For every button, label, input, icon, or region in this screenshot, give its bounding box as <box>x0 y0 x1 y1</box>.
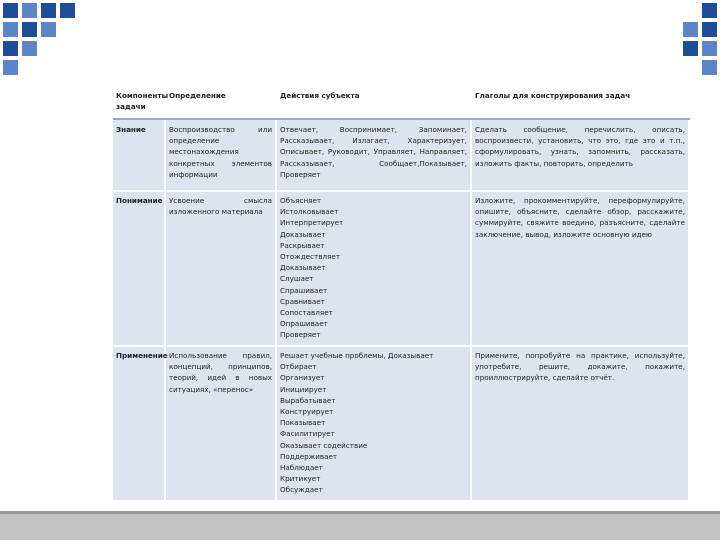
action-item: Доказывает <box>280 263 326 273</box>
table-header-row <box>113 84 689 119</box>
grid-square <box>3 60 18 75</box>
grid-square <box>60 3 75 18</box>
grid-square <box>683 22 698 37</box>
header-definition: Определение <box>165 84 276 119</box>
action-item: Критикует <box>280 474 321 484</box>
action-item: Наблюдает <box>280 463 323 473</box>
action-item: Сопоставляет <box>280 308 333 318</box>
grid-square <box>22 41 37 56</box>
header-verbs: Глаголы для конструирования задач <box>471 84 689 119</box>
verbs-cell: Сделать сообщение, перечислить, описать, воспроизвести, установить, что это, где это и т.п., сформулировать, узнать, запомнить, рассказать, изложить факты, повторить, определить <box>471 119 689 191</box>
corner-grid-left <box>0 0 80 80</box>
table-row <box>113 119 689 191</box>
grid-square <box>22 22 37 37</box>
tasks-table <box>113 84 690 502</box>
actions-cell: Отвечает, Воспринимает, Запоминает, Рассказывает, Излагает, Характеризует, Описывает, Руководит, Управляет, Направляет, Рассказывает, Сообщает,Показывает, Проверяет <box>276 119 471 191</box>
action-item: Инициирует <box>280 384 327 394</box>
grid-square <box>22 3 37 18</box>
header-components: Компоненты задачи <box>113 84 165 119</box>
component-cell: Понимание <box>113 191 165 346</box>
action-item: Проверяет <box>280 330 321 340</box>
action-item: Конструирует <box>280 407 334 417</box>
grid-square <box>3 41 18 56</box>
action-item: Объясняет <box>280 196 322 205</box>
grid-square <box>683 41 698 56</box>
corner-grid-right <box>640 0 720 80</box>
verbs-cell: Изложите, прокомментируйте, переформулируйте, опишите, объясните, сделайте обзор, расскажите, суммируйте, свяжите воедино, разъясните, сделайте заключение, вывод, изложите основную идею <box>471 191 689 346</box>
verbs-cell: Примените, попробуйте на практике, используйте, употребите, решите, докажите, покажите, проиллюстрируйте, сделайте отчёт. <box>471 346 689 501</box>
footer-band <box>0 514 720 540</box>
action-item: Отбирает <box>280 362 317 372</box>
actions-cell <box>276 346 471 501</box>
component-cell: Применение <box>113 346 165 501</box>
action-item: Вырабатывает <box>280 395 336 405</box>
action-item: Сравнивает <box>280 296 325 306</box>
table-row <box>113 346 689 501</box>
action-item: Оказывает содействие <box>280 440 368 450</box>
component-cell: Знание <box>113 119 165 191</box>
action-item: Спрашивает <box>280 285 328 295</box>
action-item: Доказывает <box>280 229 326 239</box>
actions-cell <box>276 191 471 346</box>
action-item: Раскрывает <box>280 240 325 250</box>
action-item: Организует <box>280 373 325 383</box>
action-item: Отождествляет <box>280 252 341 262</box>
action-item: Опрашивает <box>280 319 328 329</box>
grid-square <box>3 3 18 18</box>
action-item: Поддерживает <box>280 451 338 461</box>
grid-square <box>702 22 717 37</box>
table-row <box>113 191 689 346</box>
grid-square <box>3 22 18 37</box>
grid-square <box>41 3 56 18</box>
definition-cell: Усвоение смысла изложенного материала <box>165 191 276 346</box>
grid-square <box>702 41 717 56</box>
action-item: Интерпретирует <box>280 218 344 228</box>
action-item: Обсуждает <box>280 485 323 495</box>
action-item: Фасилитирует <box>280 429 335 439</box>
action-item: Решает учебные проблемы, Доказывает <box>280 351 434 360</box>
definition-cell: Использование правил, концепций, принципов, теорий, идей в новых ситуациях, «перенос» <box>165 346 276 501</box>
grid-square <box>702 60 717 75</box>
header-actions: Действия субъекта <box>276 84 471 119</box>
action-item: Истолковывает <box>280 207 339 217</box>
definition-cell: Воспроизводство или определение местонахождения конкретных элементов информации <box>165 119 276 191</box>
action-item: Показывает <box>280 418 326 428</box>
grid-square <box>702 3 717 18</box>
grid-square <box>41 22 56 37</box>
action-item: Слушает <box>280 274 314 284</box>
